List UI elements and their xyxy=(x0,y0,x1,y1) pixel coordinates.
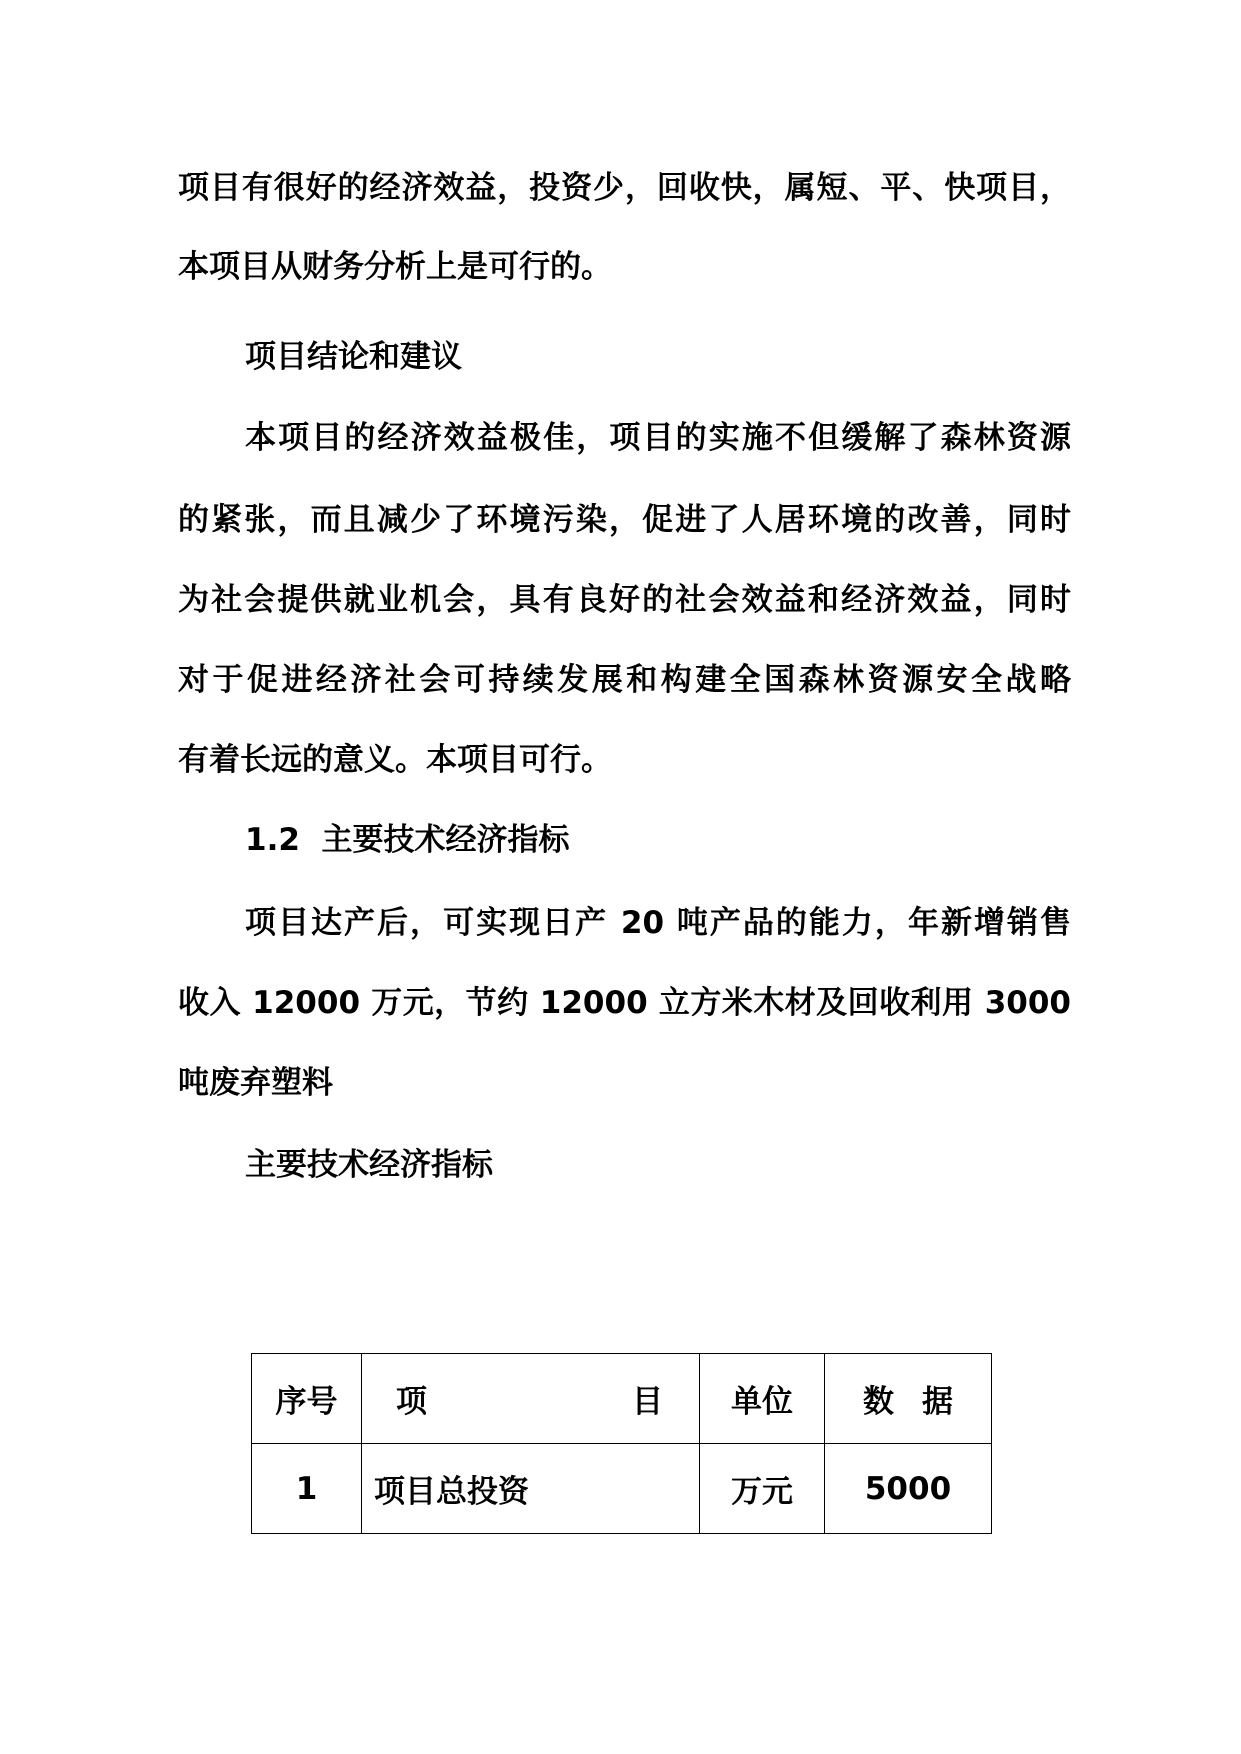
section-heading: 项目结论和建议 xyxy=(245,339,462,375)
header-no: 序号 xyxy=(252,1354,362,1444)
paragraph-line: 为社会提供就业机会，具有良好的社会效益和经济效益，同时 xyxy=(178,582,1071,618)
header-value: 数据 xyxy=(825,1354,992,1444)
paragraph-line: 本项目的经济效益极佳，项目的实施不但缓解了森林资源 xyxy=(245,420,1071,456)
paragraph-line: 项目有很好的经济效益，投资少，回收快，属短、平、快项目， xyxy=(178,170,1071,206)
table-header-row xyxy=(252,1354,992,1444)
paragraph-line: 收入 12000 万元，节约 12000 立方米木材及回收利用 3000 xyxy=(178,985,1071,1021)
paragraph-line: 吨废弃塑料 xyxy=(178,1065,333,1101)
table-caption: 主要技术经济指标 xyxy=(245,1147,493,1183)
paragraph-line: 项目达产后，可实现日产 20 吨产品的能力，年新增销售 xyxy=(245,905,1071,941)
header-item xyxy=(362,1354,700,1444)
paragraph-line: 对于促进经济社会可持续发展和构建全国森林资源安全战略 xyxy=(178,662,1071,698)
cell-unit: 万元 xyxy=(700,1444,825,1534)
header-unit: 单位 xyxy=(700,1354,825,1444)
cell-no: 1 xyxy=(252,1444,362,1534)
paragraph-line: 本项目从财务分析上是可行的。 xyxy=(178,249,612,285)
header-item-right: 目 xyxy=(632,1384,663,1420)
cell-item: 项目总投资 xyxy=(362,1444,700,1534)
paragraph-line: 有着长远的意义。本项目可行。 xyxy=(178,742,612,778)
cell-value: 5000 xyxy=(825,1444,992,1534)
header-item-left: 项 xyxy=(396,1384,427,1420)
section-heading: 1.2 主要技术经济指标 xyxy=(245,822,570,858)
table-row xyxy=(252,1444,992,1534)
metrics-table xyxy=(251,1353,992,1534)
paragraph-line: 的紧张，而且减少了环境污染，促进了人居环境的改善，同时 xyxy=(178,502,1071,538)
